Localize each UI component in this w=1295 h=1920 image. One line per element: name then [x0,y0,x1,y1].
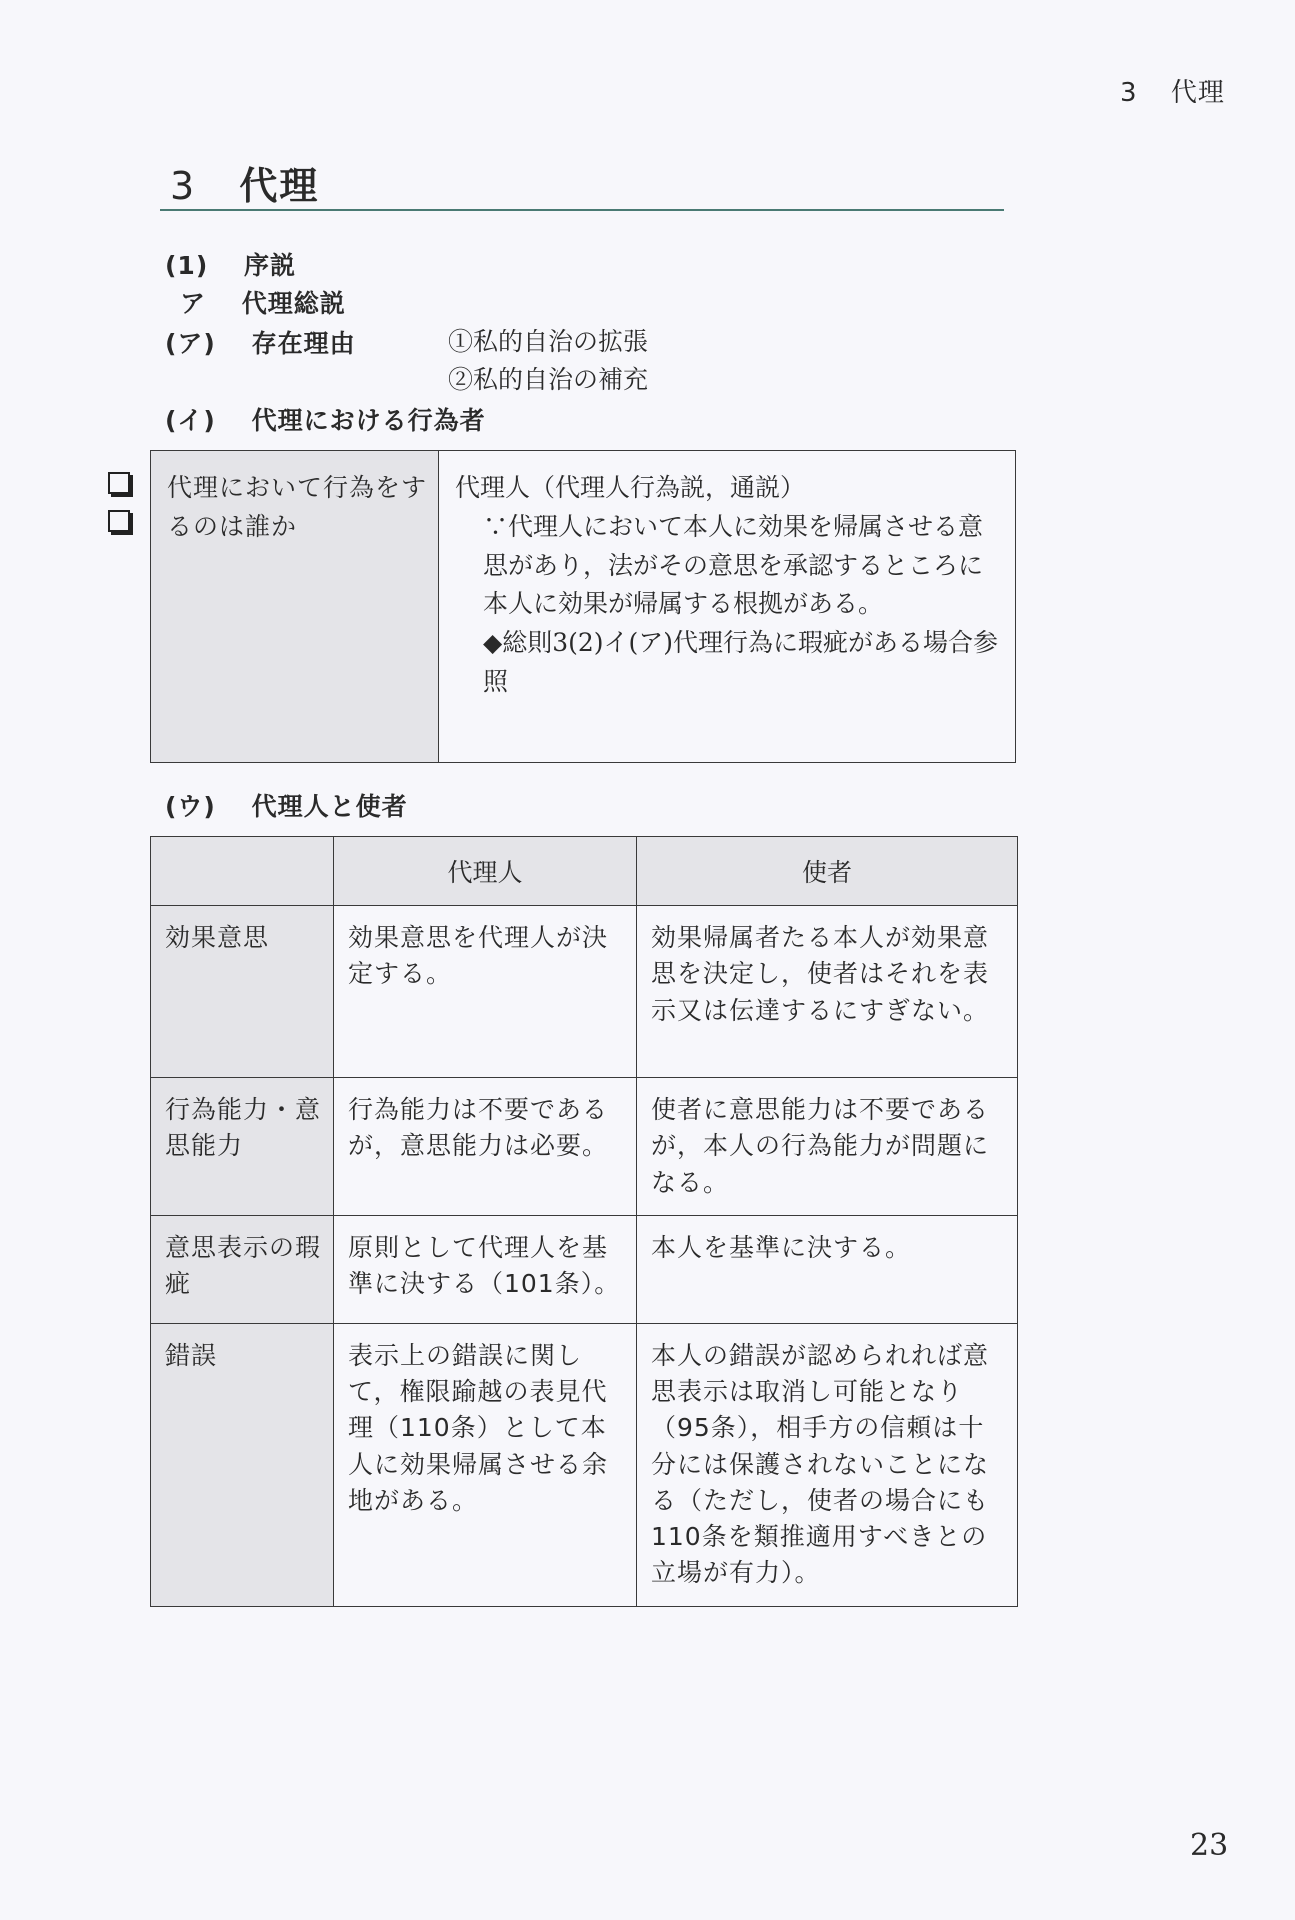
column-header-messenger: 使者 [637,837,1018,906]
row-label: 行為能力・意思能力 [151,1078,334,1216]
subheading-mark: (ウ) [165,792,216,821]
title-rule [160,209,1004,211]
row-label: 錯誤 [151,1323,334,1606]
running-header-title: 代理 [1170,78,1225,108]
table-row [151,1078,1018,1216]
subheading-title: 代理総説 [241,289,346,318]
actor-table [150,450,1016,763]
agent-cell: 表示上の錯誤に関して，権限踰越の表見代理（110条）として本人に効果帰属させる余地がある。 [334,1323,637,1606]
messenger-cell: 効果帰属者たる本人が効果意思を決定し，使者はそれを表示又は伝達するにすぎない。 [637,906,1018,1078]
column-header-agent: 代理人 [334,837,637,906]
answer-reference: ◆総則3(2)イ(ア)代理行為に瑕疵がある場合参照 [483,628,999,696]
table-header-row [151,837,1018,906]
review-checkbox[interactable] [108,510,130,532]
chapter-title [170,155,319,210]
running-header-number: 3 [1120,78,1138,108]
messenger-cell: 本人を基準に決する。 [637,1215,1018,1323]
section-title: 序説 [243,251,296,280]
subheading-mark: (イ) [165,406,216,435]
review-checkboxes [108,472,130,548]
chapter-number: 3 [170,164,197,208]
chapter-title-text: 代理 [239,164,320,208]
agent-messenger-table [150,836,1018,1607]
running-header [1120,72,1225,109]
answer-reason: ∵代理人において本人に効果を帰属させる意思があり，法がその意思を承認するところに本人に効果が帰属する根拠がある。 [483,511,984,619]
messenger-cell: 本人の錯誤が認められれば意思表示は取消し可能となり（95条），相手方の信頼は十分には保護されないことになる（ただし，使者の場合にも110条を類推適用すべきとの立場が有力）。 [637,1323,1018,1606]
subheading-title: 代理人と使者 [251,792,408,821]
section-heading-1 [165,246,296,282]
subheading-a3 [165,787,408,823]
table-row [151,1215,1018,1323]
subheading-mark: (ア) [165,329,216,358]
section-mark: (1) [165,251,209,280]
column-header-empty [151,837,334,906]
subheading-a2 [165,401,486,437]
subheading-a1 [165,324,356,360]
review-checkbox[interactable] [108,472,130,494]
answer-main: 代理人（代理人行為説，通説） [455,473,806,502]
messenger-cell: 使者に意思能力は不要であるが，本人の行為能力が問題になる。 [637,1078,1018,1216]
page-number: 23 [1190,1828,1229,1863]
reason-2: ②私的自治の補充 [448,365,649,394]
table-row [151,1323,1018,1606]
actor-question: 代理において行為をするのは誰か [151,451,439,763]
actor-answer [439,451,1016,763]
table-row [151,906,1018,1078]
row-label: 意思表示の瑕疵 [151,1215,334,1323]
subheading-title: 存在理由 [251,329,356,358]
agent-cell: 効果意思を代理人が決定する。 [334,906,637,1078]
subheading-title: 代理における行為者 [251,406,486,435]
agent-cell: 原則として代理人を基準に決する（101条）。 [334,1215,637,1323]
row-label: 効果意思 [151,906,334,1078]
agent-cell: 行為能力は不要であるが，意思能力は必要。 [334,1078,637,1216]
subheading-mark: ア [180,289,207,318]
subheading-a [180,284,346,320]
reason-1: ①私的自治の拡張 [448,327,649,356]
table-row [151,451,1016,763]
